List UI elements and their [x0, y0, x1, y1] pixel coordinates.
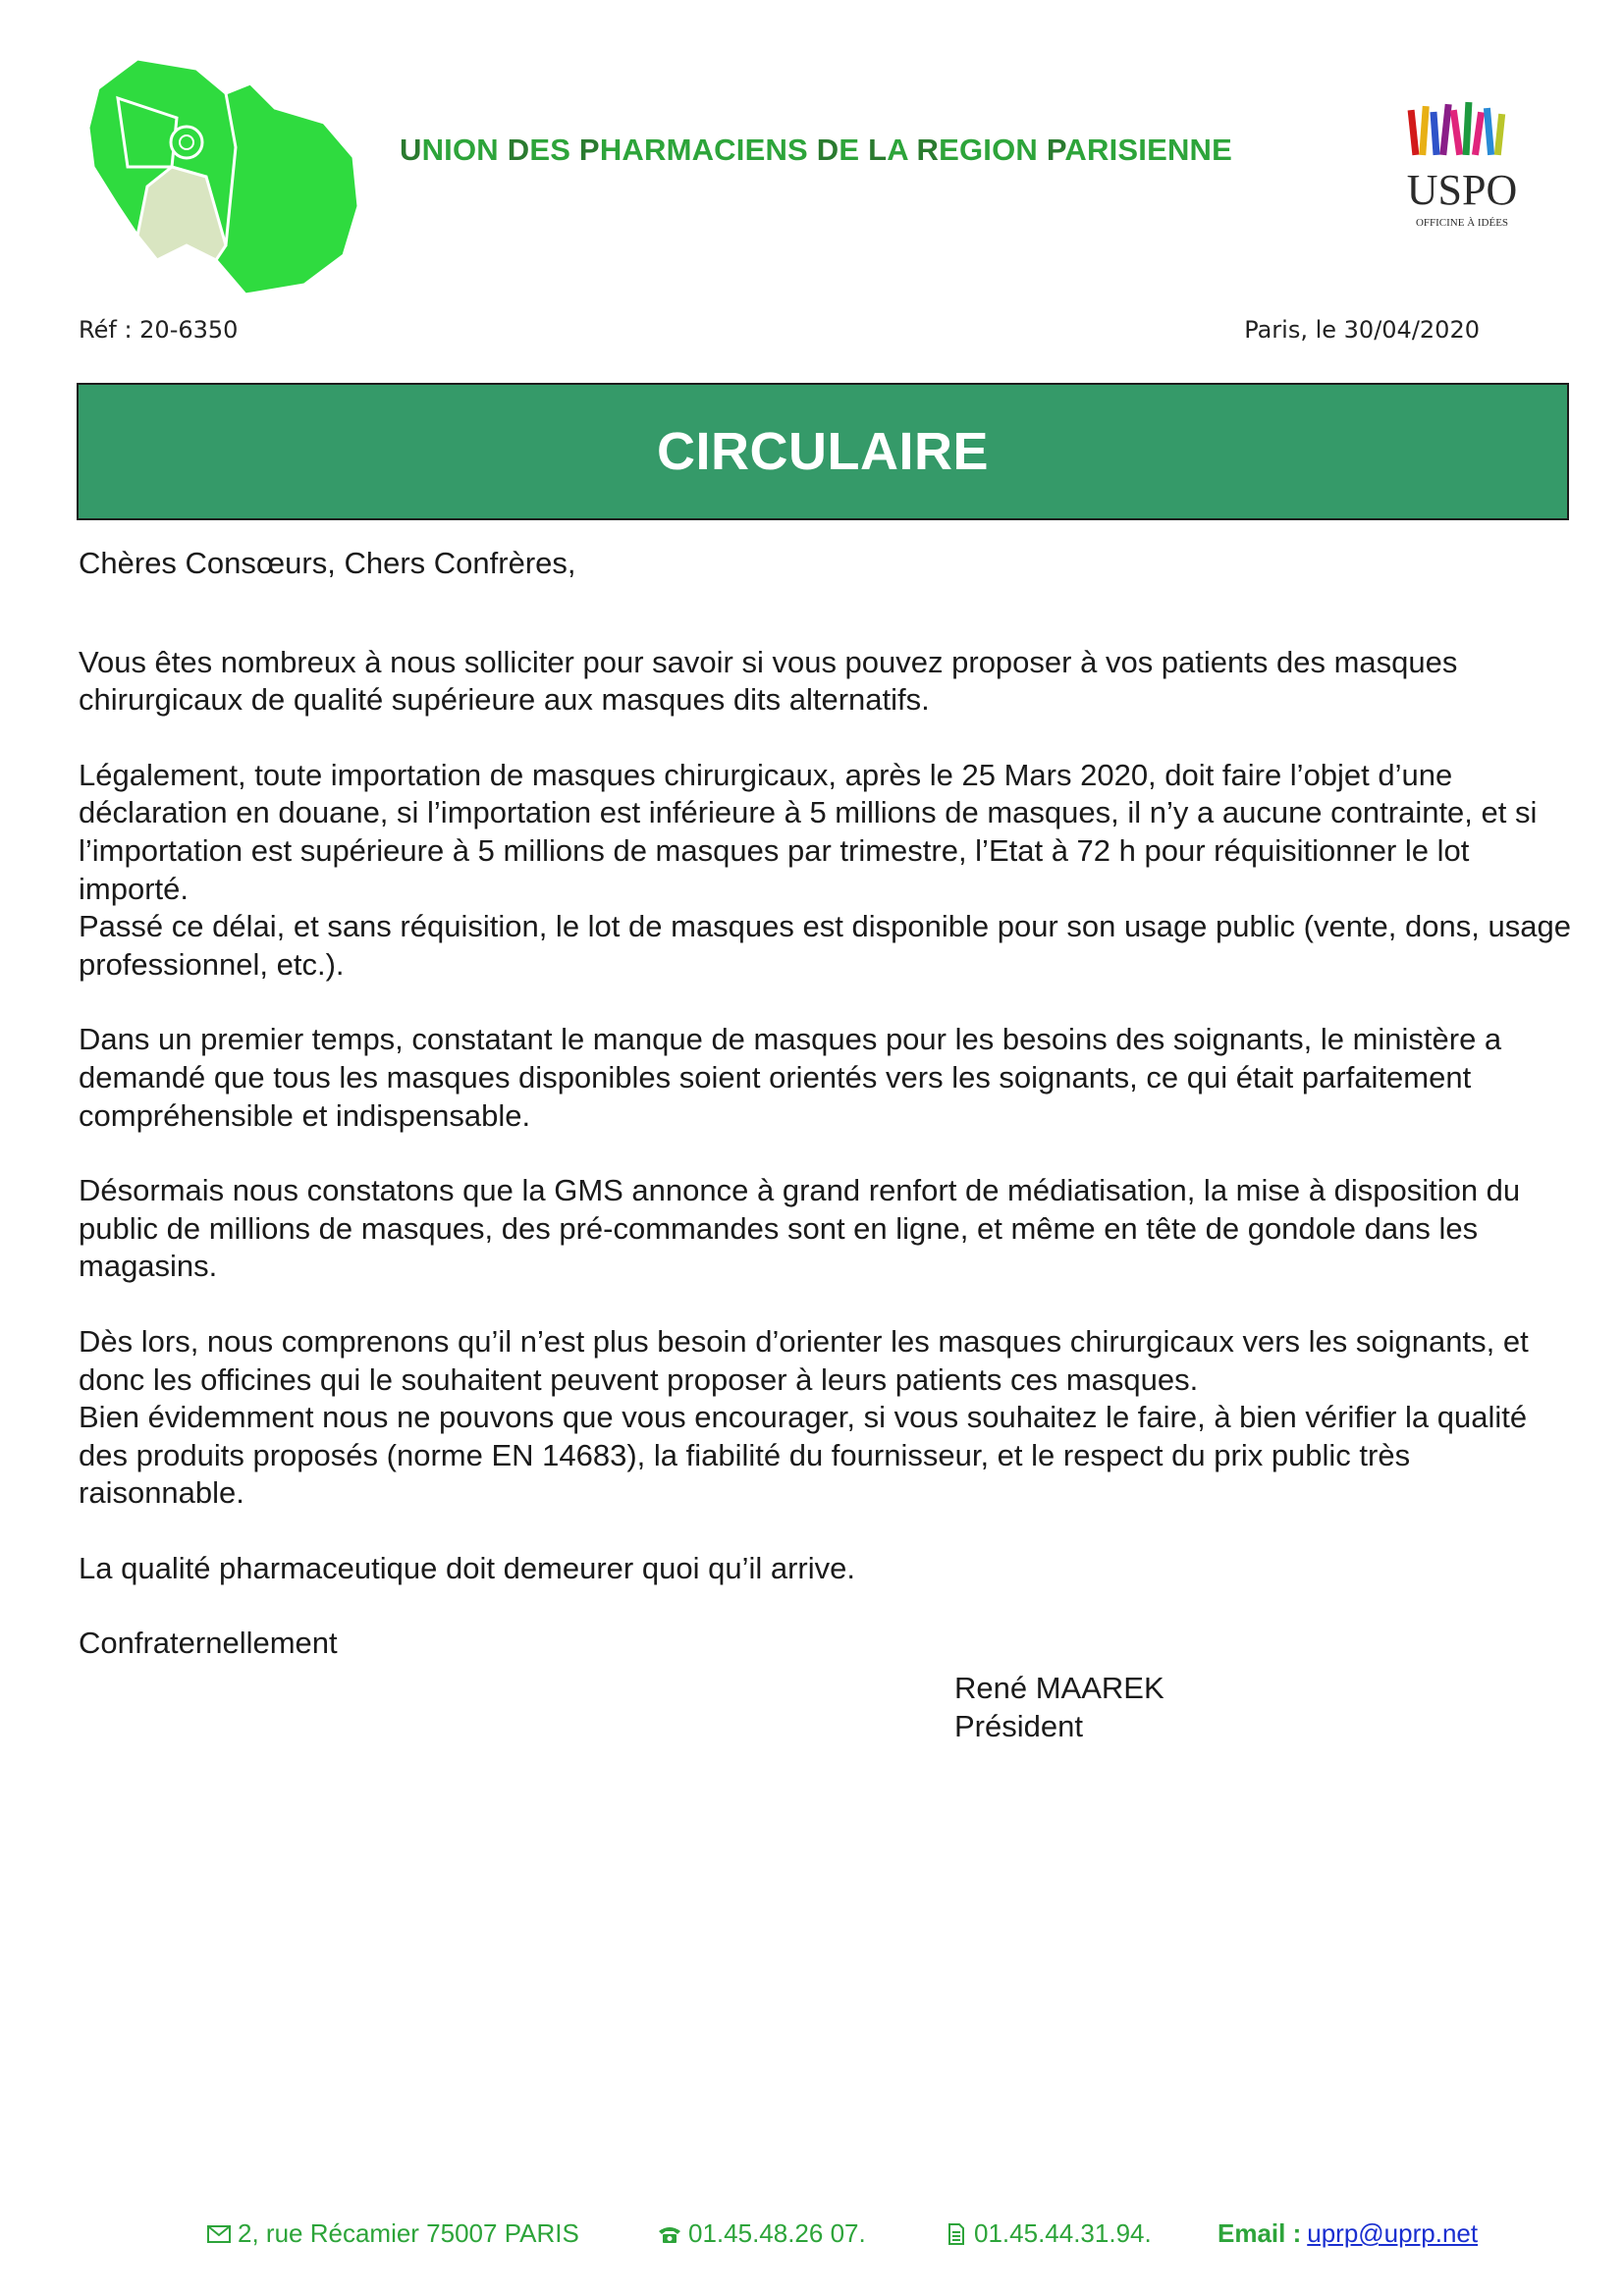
- paragraph: Dès lors, nous comprenons qu’il n’est plus besoin d’orienter les masques chirurgicaux vers les soignants, et donc les officines qui le souhaitent peuvent proposer à leurs patients ces masques.: [79, 1323, 1529, 1397]
- footer-email: [1218, 2218, 1478, 2249]
- reference-number: Réf : 20-6350: [79, 316, 239, 344]
- paragraph: Vous êtes nombreux à nous solliciter pour savoir si vous pouvez proposer à vos patients des masques chirurgicaux de qualité supérieure aux masques dits alternatifs.: [79, 644, 1458, 718]
- paragraph: Passé ce délai, et sans réquisition, le lot de masques est disponible pour son usage public (vente, dons, usage professionnel, etc.).: [79, 909, 1571, 982]
- footer-fax: [943, 2218, 1152, 2249]
- uspo-logo: [1388, 98, 1536, 240]
- footer-phone-text: 01.45.48.26 07.: [688, 2218, 866, 2248]
- banner-title: CIRCULAIRE: [657, 422, 989, 481]
- paragraph: Légalement, toute importation de masques chirurgicaux, après le 25 Mars 2020, doit faire l’objet d’une déclaration en douane, si l’importation est inférieure à 5 millions de masques, il n’y a aucune contrainte, et si l’importation est supérieure à 5 millions de masques par trimestre, l’Etat à 72 h pour réquisitionner le lot importé.: [79, 757, 1538, 906]
- fax-document-icon: [943, 2223, 968, 2245]
- signature-block: [954, 1670, 1164, 1745]
- closing: Confraternellement: [79, 1626, 338, 1661]
- email-label: Email :: [1218, 2218, 1302, 2248]
- envelope-icon: [206, 2223, 232, 2245]
- organization-name: UNION DES PHARMACIENS DE LA REGION PARISIENNE: [400, 133, 1232, 167]
- letter-date: Paris, le 30/04/2020: [1244, 316, 1480, 344]
- paragraph: Bien évidemment nous ne pouvons que vous encourager, si vous souhaitez le faire, à bien vérifier la qualité des produits proposés (norme EN 14683), la fiabilité du fournisseur, et le respect du prix public très raisonnable.: [79, 1400, 1528, 1511]
- email-link[interactable]: uprp@uprp.net: [1307, 2218, 1479, 2248]
- salutation: Chères Consœurs, Chers Confrères,: [79, 546, 576, 580]
- signatory-title: Président: [954, 1708, 1083, 1743]
- letter-body: [79, 545, 1571, 1663]
- footer-address-text: 2, rue Récamier 75007 PARIS: [238, 2218, 579, 2248]
- uspo-logo-name: USPO: [1406, 166, 1518, 214]
- footer: [0, 2218, 1624, 2258]
- uspo-logo-tagline: OFFICINE À IDÉES: [1415, 217, 1509, 229]
- telephone-icon: [657, 2223, 682, 2245]
- paragraph: La qualité pharmaceutique doit demeurer quoi qu’il arrive.: [79, 1550, 855, 1585]
- signatory-name: René MAAREK: [954, 1671, 1164, 1705]
- paragraph: Dans un premier temps, constatant le manque de masques pour les besoins des soignants, le ministère a demandé que tous les masques disponibles soient orientés vers les soignants, ce qui était parfaitement compréhensible et indispensable.: [79, 1022, 1502, 1133]
- footer-address: [206, 2218, 579, 2249]
- paragraph: Désormais nous constatons que la GMS annonce à grand renfort de médiatisation, la mise à disposition du public de millions de masques, des pré-commandes sont en ligne, et même en tête de gondole dans les magasins.: [79, 1173, 1521, 1284]
- ile-de-france-map-logo: [79, 49, 373, 304]
- footer-phone: [657, 2218, 866, 2249]
- circular-banner: [77, 383, 1569, 520]
- footer-fax-text: 01.45.44.31.94.: [974, 2218, 1152, 2248]
